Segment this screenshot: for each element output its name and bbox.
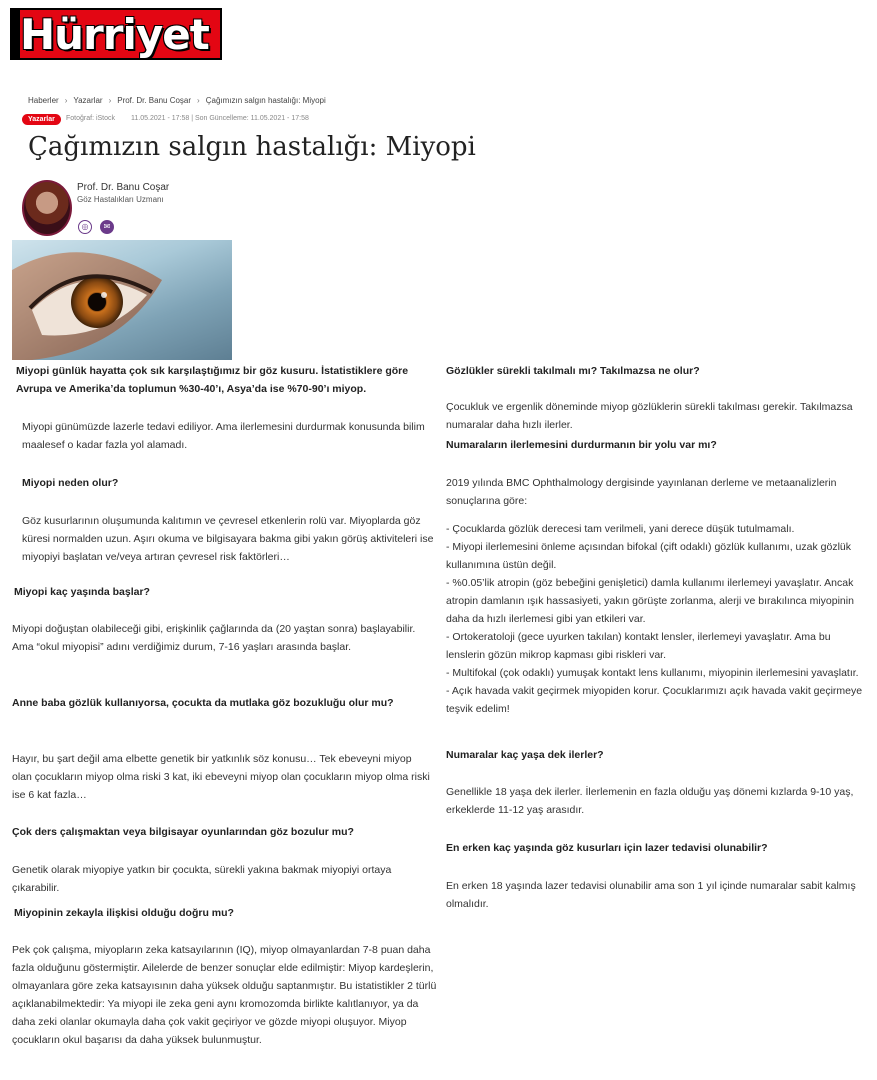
answer-paragraph: Hayır, bu şart değil ama elbette genetik bir yatkınlık söz konusu… Tek ebeveyni miyop olan çocukların miyop olma riski 3 kat, iki ebeveyni miyop olan çocukların miyop olma riski ise 6 kat fazla…	[12, 753, 430, 801]
question-heading: Miyopinin zekayla ilişkisi olduğu doğru mu?	[14, 907, 234, 919]
breadcrumb-item-yazarlar[interactable]: Yazarlar	[73, 96, 103, 105]
hero-image-eye	[12, 240, 232, 360]
category-tag[interactable]: Yazarlar	[22, 114, 61, 125]
answer-paragraph: Göz kusurlarının oluşumunda kalıtımın ve çevresel etkenlerin rolü var. Miyoplarda göz küresi normalden uzun. Aşırı okuma ve bilgisayara bakma gibi yakın görüş aktiviteleri ise miyopiyi başlatan ve/veya artıran çevresel risk faktörleri…	[22, 515, 434, 563]
article-title: Çağımızın salgın hastalığı: Miyopi	[28, 132, 476, 162]
author-title: Göz Hastalıkları Uzmanı	[77, 195, 164, 204]
chevron-right-icon: ›	[108, 96, 112, 105]
question-heading: Çok ders çalışmaktan veya bilgisayar oyunlarından göz bozulur mu?	[12, 826, 354, 838]
question-heading: Numaraların ilerlemesini durdurmanın bir yolu var mı?	[446, 439, 717, 451]
answer-paragraph: Miyopi doğuştan olabileceği gibi, erişkinlik çağlarında da (20 yaştan sonra) başlayabilir. Ama “okul miyopisi” adını verdiğimiz durum, 7-16 yaşları arasında başlar.	[12, 623, 416, 653]
photo-credit: Fotoğraf: iStock	[66, 115, 116, 122]
instagram-icon[interactable]: ◎	[78, 220, 92, 234]
breadcrumb-item-current: Çağımızın salgın hastalığı: Miyopi	[205, 96, 326, 105]
author-avatar[interactable]	[22, 180, 72, 236]
breadcrumb	[28, 96, 326, 105]
chevron-right-icon: ›	[197, 96, 200, 105]
logo-bar	[10, 8, 20, 60]
answer-paragraph: Pek çok çalışma, miyopların zeka katsayılarının (IQ), miyop olmayanlardan 7-8 puan daha fazla olduğunu göstermiştir. Ailelerde de benzer sonuçlar elde edilmiştir: Miyop kardeşlerin, olmayanlara göre zeka katsayısının daha yüksek olduğu saptanmıştır. Bu istatistikler 2 türlü açıklanabilmektedir: Ya miyopi ile zeka geni aynı kromozomda birlikte kalıtlanıyor, ya da daha zeki olanlar okumayla daha çok vakit geçiriyor ve gözde miyopi oluşuyor. Miyop çocukların okul başarısı da daha yüksek bulunmuştur.	[12, 944, 437, 1046]
question-heading: Numaralar kaç yaşa dek ilerler?	[446, 749, 604, 761]
answer-paragraph: Genellikle 18 yaşa dek ilerler. İlerlemenin en fazla olduğu yaş dönemi kızlarda 9-10 yaş, erkeklerde 11-12 yaş arasıdır.	[446, 786, 854, 816]
author-name[interactable]: Prof. Dr. Banu Coşar	[77, 182, 170, 193]
question-heading: En erken kaç yaşında göz kusurları için lazer tedavisi olunabilir?	[446, 842, 768, 854]
answer-paragraph: Çocukluk ve ergenlik döneminde miyop gözlüklerin sürekli takılması gerekir. Takılmazsa numaralar daha hızlı ilerler.	[446, 401, 853, 431]
answer-paragraph: En erken 18 yaşında lazer tedavisi olunabilir ama son 1 yıl içinde numaralar sabit kalmış olmalıdır.	[446, 880, 856, 910]
logo-text: Hürriyet	[20, 10, 209, 59]
intro-paragraph: Miyopi günümüzde lazerle tedavi ediliyor. Ama ilerlemesini durdurmak konusunda bilim maalesef o kadar fazla yol alamadı.	[22, 421, 425, 451]
breadcrumb-item-author[interactable]: Prof. Dr. Banu Coşar	[117, 96, 192, 105]
mail-icon[interactable]: ✉	[100, 220, 114, 234]
eye-illustration	[12, 240, 232, 360]
publish-dates: 11.05.2021 - 17:58 | Son Güncelleme: 11.05.2021 - 17:58	[131, 115, 309, 122]
hurriyet-logo[interactable]	[10, 8, 222, 60]
question-heading: Miyopi neden olur?	[22, 477, 119, 489]
question-heading: Miyopi kaç yaşında başlar?	[14, 586, 150, 598]
answer-paragraph: Genetik olarak miyopiye yatkın bir çocukta, sürekli yakına bakmak miyopiyi ortaya çıkarabilir.	[12, 864, 392, 894]
article-lead: Miyopi günlük hayatta çok sık karşılaştığımız bir göz kusuru. İstatistiklere göre Avrupa ve Amerika’da toplumun %30-40’ı, Asya’da ise %70-90’ı miyop.	[16, 365, 409, 395]
chevron-right-icon: ›	[64, 96, 68, 105]
answer-list: - Çocuklarda gözlük derecesi tam verilmeli, yani derece düşük tutulmamalı. - Miyopi ilerlemesini önleme açısından bifokal (çift odaklı) gözlük kullanımı, uzak gözlük kullanımına üstün değil. - %0.05’lik atropin (göz bebeğini genişletici) damla kullanımı ilerlemeyi yavaşlatır. Ancak atropin damlanın ışık hassasiyeti, yakın görüşte zorlanma, alerji ve bırakılınca miyopinin daha da hızlı ilerlemesi gibi yan etkileri var. - Ortokeratoloji (gece uyurken takılan) kontakt lensler, ilerlemeyi yavaşlatır. Ama bu lenslerin gözün mikrop kapması gibi riskleri var. - Multifokal (çok odaklı) yumuşak kontakt lens kullanımı, miyopinin ilerlemesini yavaşlatır. - Açık havada vakit geçirmek miyopiden korur. Çocuklarımızı açık havada vakit geçirmeye teşvik edelim!	[446, 523, 863, 715]
question-heading: Gözlükler sürekli takılmalı mı? Takılmazsa ne olur?	[446, 365, 700, 377]
answer-paragraph: 2019 yılında BMC Ophthalmology dergisinde yayınlanan derleme ve metaanalizlerin sonuçlarına göre:	[446, 477, 837, 507]
breadcrumb-item-haberler[interactable]: Haberler	[28, 96, 59, 105]
question-heading: Anne baba gözlük kullanıyorsa, çocukta da mutlaka göz bozukluğu olur mu?	[12, 697, 394, 709]
